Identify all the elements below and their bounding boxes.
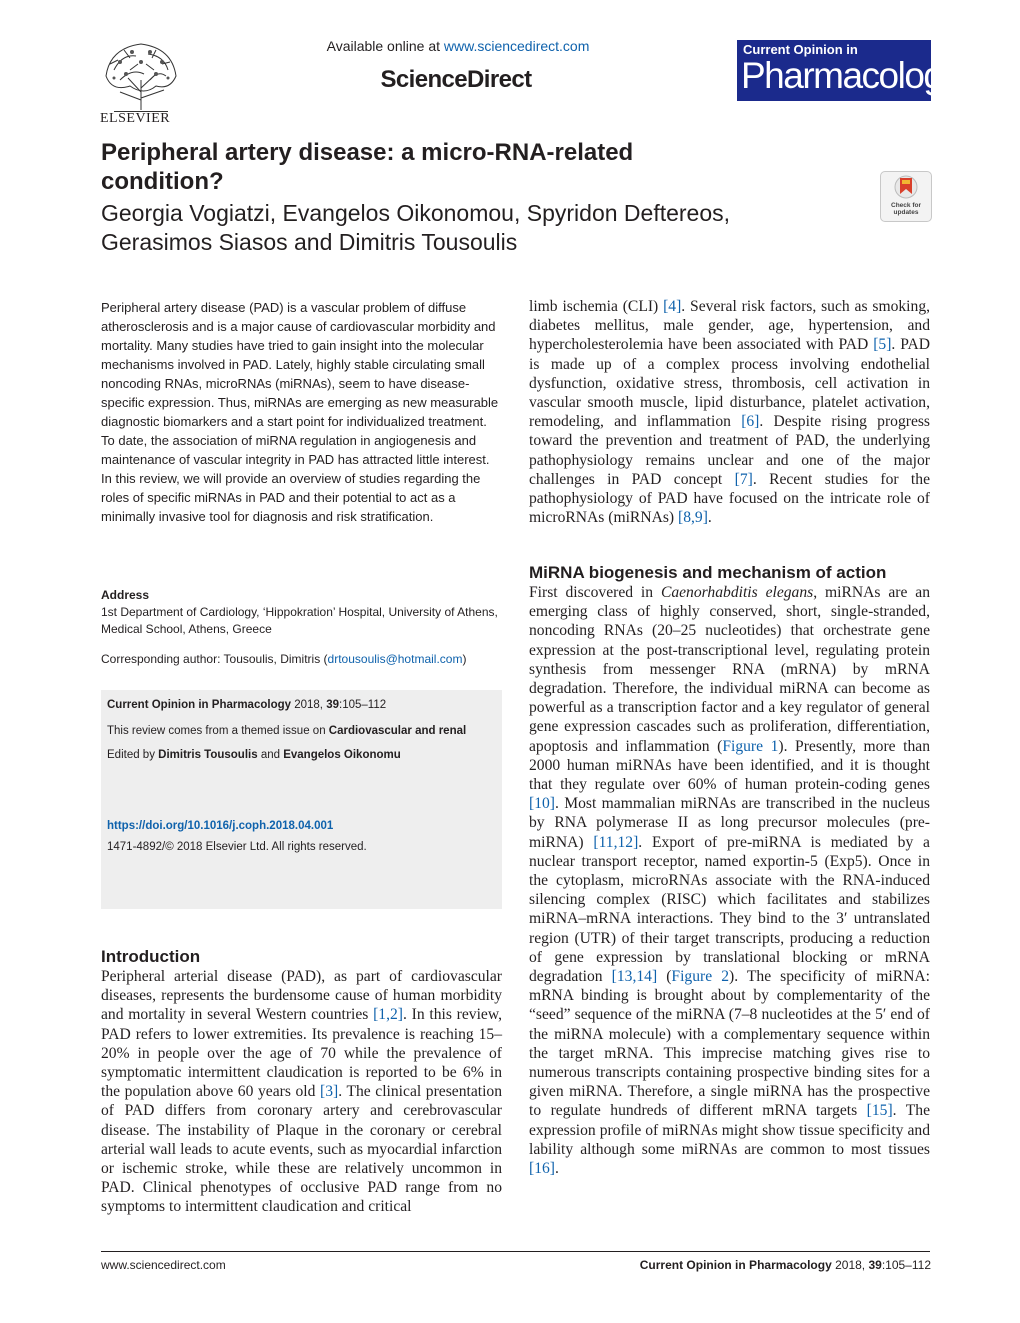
citation-link[interactable]: [15]: [866, 1102, 893, 1120]
mirna-text-8: . The expression profile of miRNAs might show tissue specificity and lability although some miRNAs are common to most tissues: [529, 1102, 930, 1158]
citation-link[interactable]: [5]: [873, 336, 892, 354]
sciencedirect-link[interactable]: www.sciencedirect.com: [443, 38, 590, 54]
mirna-text-2: , miRNAs are an emerging class of highly conserved, short, single-stranded, noncoding RNAs (20–25 nucleotides) that orchestrate gene expression at the post-transcriptional level, regulating protein synthesis from messenger RNA (mRNA) by mRNA degradation. Therefore, the individual miRNA can become as powerful as a transcription factor and a key regulator of general gene expression cascades such as proliferation, differentiation, apoptosis and inflammation (: [529, 584, 930, 755]
rt-text-3: . PAD is made up of a complex process involving endothelial dysfunction, oxidative stress, thrombosis, cell activation in vascular smooth muscle, lipid disturbance, platelet activation, remodeling, and inflammation: [529, 336, 930, 431]
mirna-paragraph: [529, 583, 930, 1178]
info-editor-2: Evangelos Oikonomu: [283, 749, 401, 761]
footer-volume: 39: [868, 1258, 882, 1272]
citation-link[interactable]: [16]: [529, 1160, 555, 1178]
corresponding-author: [101, 651, 521, 668]
intro-text-2: . In this review, PAD refers to lower extremities. Its prevalence is reaching 15–20% in people over the age of 70 while the prevalence of symptomatic intermittent claudication is reported to be 6% in the population above 60 years old: [101, 1006, 502, 1101]
mirna-text-5: . Export of pre-miRNA is mediated by a nuclear transport receptor, named exportin-5 (Exp5). Once in the cytoplasm, microRNAs associate with the RNA-induced silencing complex (RISC) which facilitates and stabilizes miRNA–mRNA interactions. They bind to the 3′ untranslated region (UTR) of their target transcripts, producing a reduction of gene expression by translational blocking or mRNA degradation: [529, 833, 930, 986]
rt-text-1: limb ischemia (CLI): [529, 298, 664, 315]
citation-link[interactable]: [7]: [734, 470, 753, 488]
info-copyright: 1471-4892/© 2018 Elsevier Ltd. All rights reserved.: [107, 841, 367, 853]
footer-pages: :105–112: [881, 1258, 931, 1272]
info-edited-and: and: [257, 749, 284, 761]
publisher-wordmark: ELSEVIER: [100, 111, 171, 126]
info-year: 2018,: [291, 699, 327, 711]
figure-link[interactable]: Figure 1: [722, 737, 779, 755]
address-text: 1st Department of Cardiology, ‘Hippokration’ Hospital, University of Athens, Medical School, Athens, Greece: [101, 605, 498, 636]
rt-text-2: . Several risk factors, such as smoking, diabetes mellitus, male gender, age, hypertension, and hypercholesterolemia have been associated with PAD: [529, 298, 931, 354]
journal-box-top: Current Opinion in: [743, 42, 858, 57]
intro-text-3: . The clinical presentation of PAD differs from coronary artery and cerebrovascular disease. The instability of Plaque in the coronary or cerebral arterial wall leads to acute events, such as myocardial infarction or ischemic stroke, while these are relatively uncommon in PAD. Clinical phenotypes of occlusive PAD range from no symptoms to intermittent claudication and critical: [101, 1083, 503, 1216]
mirna-text-1: First discovered in: [529, 584, 661, 601]
abstract-text: Peripheral artery disease (PAD) is a vascular problem of diffuse atherosclerosis and is a major cause of cardiovascular morbidity and mortality. Many studies have tried to gain insight into the molecular mechanisms involved in PAD. Lately, highly stable circulating small noncoding RNAs, microRNAs (miRNAs), seem to have disease-specific expression. Thus, miRNAs are emerging as new measurable diagnostic biomarkers and a start point for individualized treatment. To date, the association of miRNA regulation in angiogenesis and maintenance of vascular integrity in PAD has attracted little interest. In this review, we will provide an overview of studies regarding the roles of specific miRNAs in PAD and their potential to act as a minimally invasive tool for diagnosis and risk stratification.: [101, 300, 499, 524]
journal-box-main: Pharmacology: [741, 55, 960, 96]
citation-link[interactable]: [10]: [529, 795, 555, 813]
mirna-text-3: ). Presently, more than 2000 human miRNAs have been identified, and it is thought that they regulate over 60% of human protein-coding genes: [529, 737, 930, 794]
info-editor-1: Dimitris Tousoulis: [158, 749, 258, 761]
info-theme: [107, 723, 466, 739]
check-updates-label: Check for updates: [891, 202, 921, 216]
rt-text-6: .: [707, 509, 712, 527]
introduction-paragraph: [101, 967, 502, 1217]
article-title: Peripheral artery disease: a micro-RNA-related condition?: [101, 139, 634, 195]
section-heading-mirna: MiRNA biogenesis and mechanism of action: [529, 563, 887, 582]
info-edited-prefix: Edited by: [107, 749, 159, 761]
bookmark-ribbon-icon: [881, 172, 931, 204]
citation-link[interactable]: [8,9]: [678, 509, 708, 527]
citation-link[interactable]: [4]: [663, 298, 682, 315]
article-authors: Georgia Vogiatzi, Evangelos Oikonomou, Spyridon Deftereos, Gerasimos Siasos and Dimitris Tousoulis: [101, 200, 731, 255]
citation-link[interactable]: [1,2]: [373, 1006, 403, 1024]
available-prefix: Available online at: [326, 38, 444, 54]
mirna-text-7: ). The specificity of miRNA: mRNA binding is brought about by complementarity of the “seed” sequence of the miRNA (7–8 nucleotides at the 5′ end of the miRNA molecule) with a complementary sequence within the target mRNA. This imprecise matching gives rise to numerous transcripts containing prospective binding sites for a given miRNA. Therefore, a single miRNA has the prospective to regulate hundreds of different mRNA targets: [529, 968, 930, 1120]
mirna-text-4: . Most mammalian miRNAs are transcribed in the nucleus by RNA polymerase II as long precursor molecules (pre-miRNA): [529, 795, 930, 851]
article-info-box: [101, 690, 502, 909]
address-heading: Address: [101, 588, 150, 602]
author-email-link[interactable]: drtousoulis@hotmail.com: [327, 652, 463, 666]
citation-link[interactable]: [6]: [741, 413, 760, 431]
info-pages: :105–112: [339, 699, 387, 711]
doi-link[interactable]: https://doi.org/10.1016/j.coph.2018.04.001: [107, 820, 334, 832]
mirna-text-6: (: [657, 968, 672, 986]
info-theme-prefix: This review comes from a themed issue on: [107, 725, 329, 737]
intro-text-1: Peripheral arterial disease (PAD), as part of cardiovascular diseases, represents the burdensome cause of human morbidity and mortality in several Western countries: [101, 968, 502, 1024]
rt-text-4: . Despite rising progress toward the prevention and treatment of PAD, the underlying pathophysiology remains unclear and one of the major challenges in PAD concept: [529, 413, 930, 488]
citation-link[interactable]: [11,12]: [593, 833, 639, 851]
introduction-continued-paragraph: [529, 297, 930, 527]
info-doi-line: [107, 818, 333, 834]
footer-citation: [0, 1258, 931, 1272]
section-heading-introduction: Introduction: [101, 947, 201, 966]
sciencedirect-brand: ScienceDirect: [380, 66, 532, 93]
mirna-text-9: .: [554, 1160, 559, 1178]
corresponding-prefix: Corresponding author: Tousoulis, Dimitris (: [101, 652, 328, 666]
info-volume: 39: [326, 699, 339, 711]
info-citation: [107, 697, 386, 713]
footer-year: 2018,: [831, 1258, 869, 1272]
journal-logo-box: [737, 40, 960, 101]
species-name: Caenorhabditis elegans: [660, 584, 814, 601]
info-journal: Current Opinion in Pharmacology: [107, 699, 292, 711]
citation-link[interactable]: [13,14]: [611, 968, 658, 986]
info-theme-name: Cardiovascular and renal: [328, 725, 467, 737]
corresponding-suffix: ): [462, 652, 467, 666]
check-for-updates-button[interactable]: [880, 171, 932, 222]
info-editors: [107, 747, 401, 763]
footer-divider: [101, 1251, 930, 1252]
footer-journal: Current Opinion in Pharmacology: [639, 1258, 832, 1272]
figure-link[interactable]: Figure 2: [671, 968, 729, 986]
footer-site[interactable]: www.sciencedirect.com: [101, 1258, 226, 1272]
rt-text-5: . Recent studies for the pathophysiology of PAD have focused on the intricate role of microRNAs (miRNAs): [529, 470, 930, 527]
citation-link[interactable]: [3]: [320, 1083, 339, 1101]
